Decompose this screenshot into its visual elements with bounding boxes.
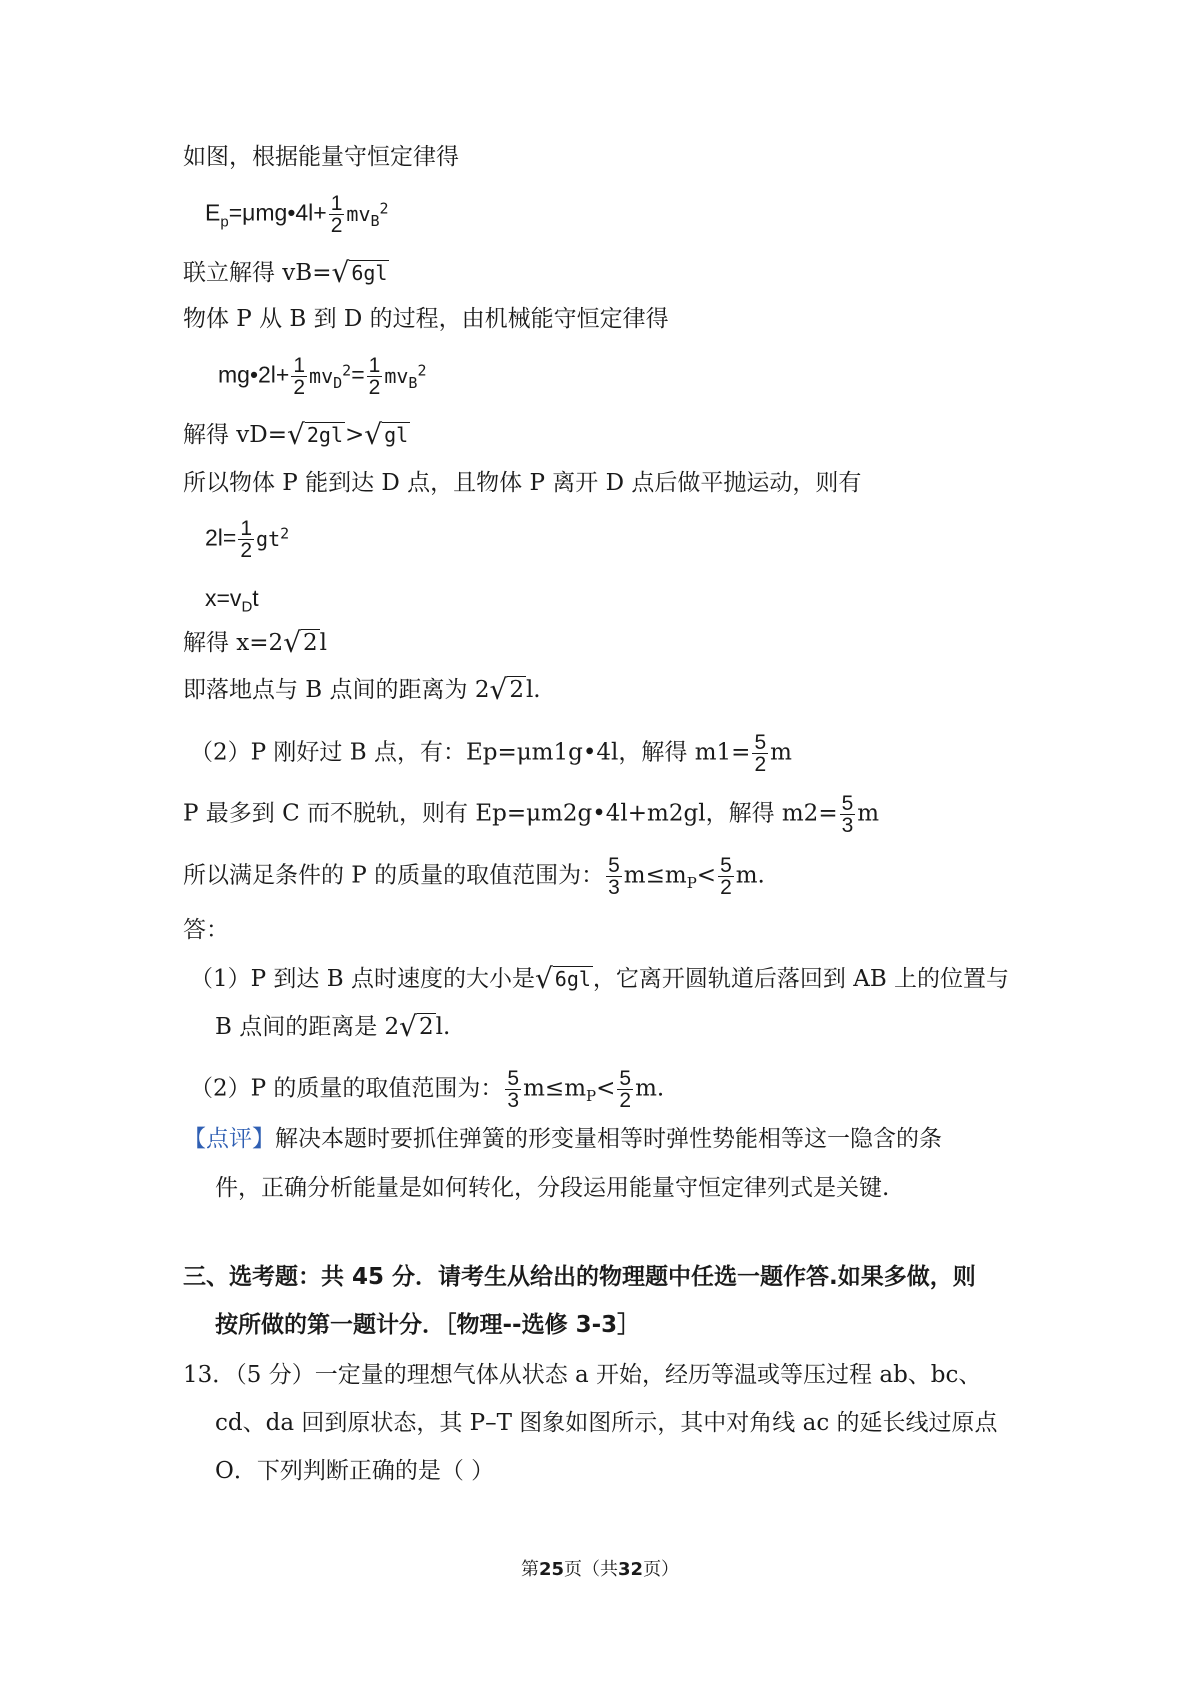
page-number: 25 [538,1559,564,1580]
solution-line: 物体 P 从 B 到 D 的过程，由机械能守恒定律得 [183,306,669,332]
question-line: O．下列判断正确的是（ ） [215,1458,495,1484]
total-pages: 32 [618,1559,644,1580]
comment-line: 【点评】解决本题时要抓住弹簧的形变量相等时弹性势能相等这一隐含的条 [183,1126,942,1152]
solution-line: 解得 x=2√2l [183,626,328,659]
answer-line: （2）P 的质量的取值范围为： $\frac{5}{3}$ $m\le m_P<$ $\frac{5}{2}$ m. [190,1067,665,1112]
answer-heading: 答： [183,917,229,943]
section-heading-cont: 按所做的第一题计分．［物理--选修 3-3］ [215,1312,641,1338]
comment-line: 件，正确分析能量是如何转化，分段运用能量守恒定律列式是关键. [215,1175,890,1201]
answer-line: B 点间的距离是 2√2l. [215,1010,451,1043]
comment-tag: 【点评】 [183,1126,275,1152]
solution-line: 所以物体 P 能到达 D 点，且物体 P 离开 D 点后做平抛运动，则有 [183,470,862,496]
equation-projectile-x: $x=v_Dt$ [205,585,259,616]
solution-line: （2）P 刚好过 B 点，有：Ep=μm1g•4l，解得 m1= $\frac{5}{2}$ m [190,731,792,776]
solution-line: 如图，根据能量守恒定律得 [183,144,459,170]
equation-projectile-y: 2l= $\frac{1}{2}$ $gt^2$ [205,517,290,563]
page-footer: 第25页（共32页） [520,1559,680,1580]
equation-energy: $E_p=\mu mg•4l+$ $\frac{1}{2}$ $mv_B^2$ [205,192,389,238]
sqrt-expression: √ 6gl [331,256,388,289]
solution-line: P 最多到 C 而不脱轨，则有 Ep=μm2g•4l+m2gl，解得 m2= $\frac{5}{3}$ m [183,792,880,837]
solution-line: 所以满足条件的 P 的质量的取值范围为： $\frac{5}{3}$ $m\le m_P<$ $\frac{5}{2}$ m. [183,854,765,899]
solution-line: 即落地点与 B 点间的距离为 2√2l. [183,673,541,706]
question-line: 13．（5 分）一定量的理想气体从状态 a 开始，经历等温或等压过程 ab、bc、 [183,1362,982,1388]
solution-line: 联立解得 vB=√ 6gl [183,256,388,289]
section-heading: 三、选考题：共 45 分．请考生从给出的物理题中任选一题作答.如果多做，则 [183,1264,976,1290]
answer-line: （1）P 到达 B 点时速度的大小是√ 6gl，它离开圆轨道后落回到 AB 上的位置与 [190,962,1010,995]
question-line: cd、da 回到原状态，其 P–T 图象如图所示，其中对角线 ac 的延长线过原点 [215,1410,998,1436]
solution-line: 解得 vD=√ 2gl>√ gl [183,418,409,451]
equation-mechanical: mg•2l+ $\frac{1}{2}$ $mv_D^2=$ $\frac{1}{2}$ $mv_B^2$ [218,354,427,400]
